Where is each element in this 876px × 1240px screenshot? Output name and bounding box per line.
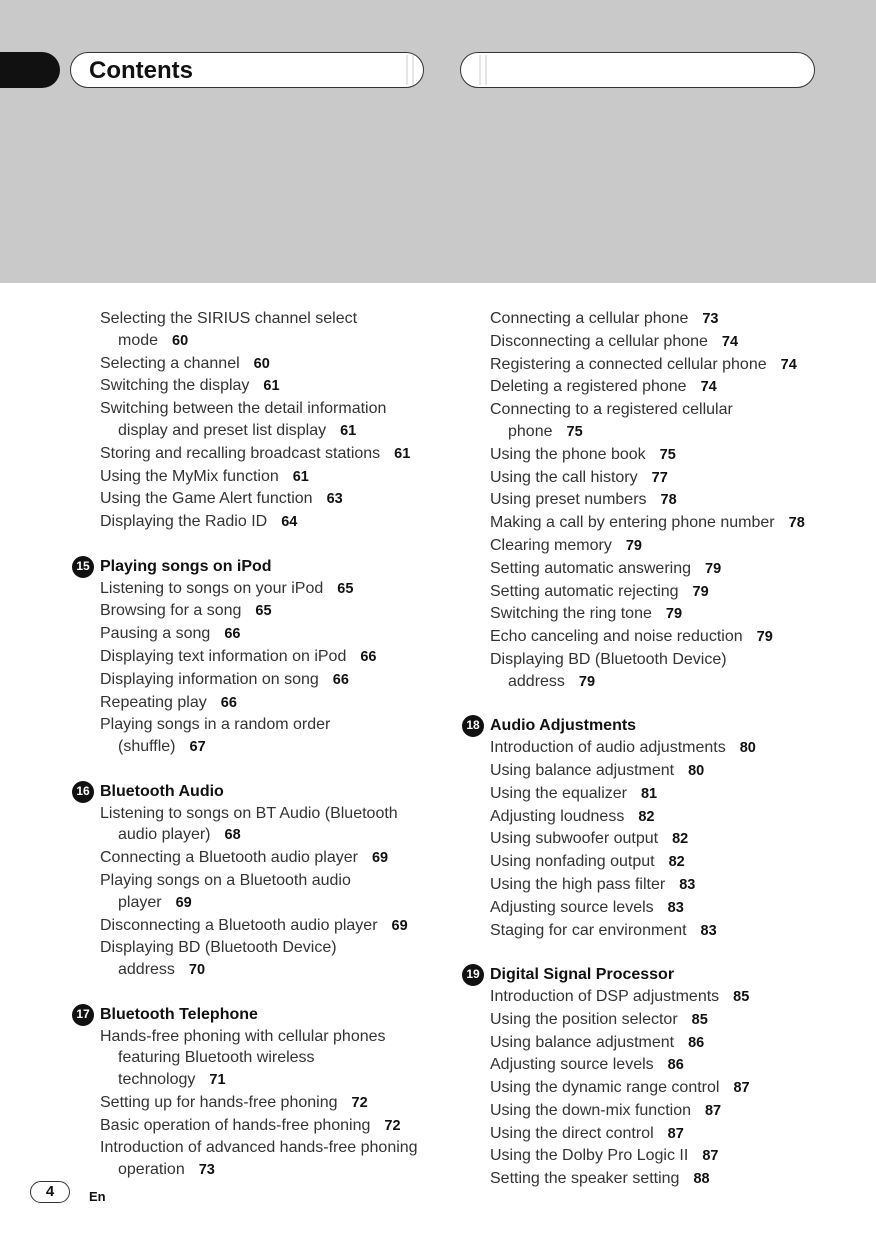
toc-entry-line — [490, 828, 832, 851]
toc-entry-text: Basic operation of hands-free phoning — [100, 1116, 371, 1134]
toc-page-number: 83 — [679, 876, 696, 893]
section-heading — [462, 964, 832, 986]
toc-page-number: 74 — [700, 379, 717, 396]
toc-entry-text: Displaying information on song — [100, 670, 319, 688]
toc-entry[interactable] — [462, 851, 832, 874]
toc-entry-text: Using the equalizer — [490, 784, 627, 802]
language-label: En — [89, 1189, 106, 1204]
toc-entry-line — [100, 420, 442, 443]
toc-entry[interactable] — [72, 1092, 442, 1115]
toc-left-column — [72, 308, 442, 1204]
toc-entry-text: Using balance adjustment — [490, 761, 675, 779]
toc-entry-text: Switching the ring tone — [490, 605, 652, 623]
toc-entry[interactable] — [72, 1137, 442, 1182]
toc-entry-text: Using the dynamic range control — [490, 1079, 720, 1097]
toc-entry-line — [100, 892, 442, 915]
toc-entry-text: Switching between the detail information — [100, 400, 387, 418]
toc-entry-text: Using the Game Alert function — [100, 490, 313, 508]
toc-entry-text: player — [118, 893, 162, 911]
toc-entry[interactable] — [462, 308, 832, 331]
toc-entry-line — [100, 511, 442, 534]
toc-entry[interactable] — [462, 1077, 832, 1100]
toc-page-number: 74 — [721, 333, 739, 350]
toc-page-number: 88 — [693, 1171, 710, 1188]
toc-entry[interactable] — [72, 847, 442, 870]
toc-entry-line — [490, 558, 832, 581]
toc-entry-text: Using the direct control — [490, 1124, 654, 1142]
toc-entry-line — [490, 1032, 832, 1055]
toc-page-number: 69 — [371, 850, 389, 867]
toc-entry-text: Echo canceling and noise reduction — [490, 628, 743, 646]
toc-page-number: 67 — [189, 739, 206, 756]
toc-page-number: 74 — [780, 356, 797, 373]
toc-page-number: 61 — [263, 378, 280, 395]
toc-page-number: 80 — [688, 762, 705, 779]
toc-entry-text: Displaying BD (Bluetooth Device) — [100, 939, 337, 957]
toc-entry-line — [100, 443, 442, 466]
toc-entry-line — [100, 1026, 442, 1048]
toc-entry-text: (shuffle) — [118, 738, 176, 756]
toc-page-number: 85 — [733, 988, 750, 1005]
toc-right-column — [462, 308, 832, 1213]
toc-page-number: 79 — [692, 583, 709, 600]
toc-entry-line — [490, 1077, 832, 1100]
section-title: Digital Signal Processor — [490, 966, 675, 984]
toc-entry-text: Displaying text information on iPod — [100, 647, 347, 665]
section-title: Audio Adjustments — [490, 717, 637, 735]
toc-page-number: 82 — [668, 854, 685, 871]
toc-entry-line — [490, 603, 832, 626]
section-number-badge: 15 — [72, 556, 94, 578]
toc-entry[interactable] — [72, 488, 442, 511]
toc-entry[interactable] — [72, 578, 442, 601]
toc-entry-line — [490, 535, 832, 558]
toc-entry-line — [100, 736, 442, 759]
toc-entry[interactable] — [72, 803, 442, 848]
toc-entry-text: Introduction of audio adjustments — [490, 739, 726, 757]
toc-entry[interactable] — [462, 489, 832, 512]
toc-entry-text: Using the Dolby Pro Logic II — [490, 1147, 689, 1165]
toc-entry-text: Setting the speaker setting — [490, 1170, 680, 1188]
toc-page-number: 66 — [332, 671, 349, 688]
toc-entry[interactable] — [462, 986, 832, 1009]
toc-entry-line — [490, 1123, 832, 1146]
toc-entry[interactable] — [72, 646, 442, 669]
toc-entry-line — [100, 692, 442, 715]
toc-entry[interactable] — [72, 623, 442, 646]
toc-entry[interactable] — [462, 1009, 832, 1032]
toc-entry-line — [490, 783, 832, 806]
header-band — [0, 0, 876, 283]
toc-entry-text: Deleting a registered phone — [490, 378, 687, 396]
toc-page-number: 83 — [667, 899, 684, 916]
toc-entry[interactable] — [72, 714, 442, 759]
toc-entry-line — [490, 737, 832, 760]
section-title: Bluetooth Telephone — [100, 1005, 258, 1023]
page-title: Contents — [89, 57, 193, 84]
toc-page-number: 73 — [702, 311, 719, 327]
toc-entry-line — [100, 646, 442, 669]
toc-entry[interactable] — [72, 308, 442, 353]
toc-section — [72, 556, 442, 759]
toc-page-number: 73 — [198, 1162, 215, 1179]
toc-entry[interactable] — [72, 870, 442, 915]
toc-entry-text: Playing songs in a random order — [100, 716, 331, 734]
toc-entry-text: Making a call by entering phone number — [490, 514, 775, 532]
toc-entry-text: Listening to songs on your iPod — [100, 579, 324, 597]
toc-page-number: 61 — [340, 422, 357, 439]
toc-page-number: 75 — [659, 446, 676, 463]
toc-entry-text: featuring Bluetooth wireless — [118, 1049, 315, 1067]
toc-page-number: 79 — [705, 560, 722, 577]
toc-entry-line — [100, 847, 442, 870]
toc-entry[interactable] — [72, 398, 442, 443]
toc-entry[interactable] — [72, 937, 442, 982]
toc-entry-line — [490, 512, 832, 535]
toc-entry-text: Adjusting source levels — [490, 898, 654, 916]
toc-entry-line — [490, 649, 832, 671]
toc-entry[interactable] — [72, 915, 442, 938]
toc-entry-text: Using balance adjustment — [490, 1033, 675, 1051]
toc-entry-text: Connecting a cellular phone — [490, 310, 689, 327]
toc-page-number: 66 — [220, 694, 237, 711]
toc-entry[interactable] — [72, 600, 442, 623]
toc-page-number: 75 — [566, 423, 583, 440]
toc-entry-line — [100, 937, 442, 959]
toc-entry[interactable] — [462, 649, 832, 694]
section-heading — [72, 781, 442, 803]
toc-page-number: 83 — [700, 922, 717, 939]
toc-entry-line — [490, 874, 832, 897]
toc-entry-line — [490, 1145, 832, 1168]
toc-page-number: 65 — [337, 580, 354, 597]
toc-entry-text: Connecting a Bluetooth audio player — [100, 849, 358, 867]
toc-entry-line — [490, 354, 832, 377]
toc-entry[interactable] — [462, 874, 832, 897]
toc-entry-text: Using the phone book — [490, 445, 646, 463]
toc-section — [462, 964, 832, 1191]
toc-entry-text: Listening to songs on BT Audio (Bluetooth — [100, 804, 398, 822]
toc-entry[interactable] — [462, 1123, 832, 1146]
toc-entry-text: Disconnecting a cellular phone — [490, 332, 708, 350]
toc-page-number: 79 — [625, 537, 642, 554]
toc-entry-line — [490, 1100, 832, 1123]
toc-entry-line — [490, 851, 832, 874]
toc-entry[interactable] — [462, 626, 832, 649]
toc-page-number: 66 — [360, 648, 377, 665]
toc-entry-line — [100, 1159, 442, 1182]
section-tab — [0, 52, 60, 88]
toc-entry[interactable] — [462, 558, 832, 581]
toc-entry[interactable] — [72, 443, 442, 466]
toc-page-number: 70 — [188, 962, 206, 979]
toc-page-number: 79 — [756, 629, 773, 646]
toc-entry-line — [490, 1168, 832, 1191]
toc-section — [72, 1004, 442, 1182]
toc-page-number: 86 — [667, 1057, 684, 1074]
toc-page-number: 78 — [788, 515, 805, 532]
toc-entry-text: Selecting a channel — [100, 354, 240, 372]
toc-entry[interactable] — [72, 1026, 442, 1092]
toc-entry-text: Using preset numbers — [490, 491, 647, 509]
toc-entry-text: Displaying BD (Bluetooth Device) — [490, 650, 727, 668]
toc-page-number: 69 — [175, 894, 192, 911]
toc-page-number: 61 — [292, 468, 309, 485]
toc-entry[interactable] — [462, 760, 832, 783]
toc-entry[interactable] — [462, 1032, 832, 1055]
toc-entry[interactable] — [462, 331, 832, 354]
toc-entry-line — [490, 1054, 832, 1077]
toc-entry-text: Setting automatic rejecting — [490, 582, 679, 600]
toc-entry-text: Using nonfading output — [490, 853, 655, 871]
toc-entry-text: Pausing a song — [100, 625, 211, 643]
toc-page-number: 71 — [209, 1072, 226, 1089]
toc-entry-line — [490, 444, 832, 467]
toc-entry-line — [100, 714, 442, 736]
toc-entry-line — [100, 600, 442, 623]
toc-entry-text: audio player) — [118, 826, 211, 844]
toc-entry[interactable] — [462, 783, 832, 806]
toc-section — [72, 781, 442, 982]
toc-page-number: 60 — [172, 332, 189, 349]
toc-entry-text: Using the call history — [490, 468, 638, 486]
toc-entry-line — [100, 870, 442, 892]
section-number-badge: 17 — [72, 1004, 94, 1026]
toc-entry[interactable] — [462, 535, 832, 558]
toc-entry-text: Playing songs on a Bluetooth audio — [100, 871, 351, 889]
toc-entry[interactable] — [462, 737, 832, 760]
toc-entry-text: Clearing memory — [490, 536, 612, 554]
toc-section — [462, 715, 832, 942]
toc-section — [462, 308, 832, 694]
toc-entry-text: mode — [118, 331, 159, 349]
toc-section — [72, 308, 442, 534]
toc-entry-line — [100, 466, 442, 489]
toc-page-number: 61 — [394, 445, 411, 462]
toc-page-number: 65 — [255, 603, 272, 620]
toc-entry-text: Hands-free phoning with cellular phones — [100, 1027, 386, 1045]
toc-entry[interactable] — [462, 828, 832, 851]
toc-entry-text: Disconnecting a Bluetooth audio player — [100, 916, 378, 934]
toc-entry-line — [490, 467, 832, 490]
toc-entry-line — [490, 986, 832, 1009]
toc-entry-line — [490, 806, 832, 829]
toc-entry-text: Adjusting source levels — [490, 1056, 654, 1074]
toc-entry-line — [100, 1047, 442, 1069]
toc-entry-line — [100, 623, 442, 646]
toc-entry-line — [100, 1069, 442, 1092]
toc-entry-line — [490, 308, 832, 331]
toc-entry[interactable] — [462, 399, 832, 444]
section-number-badge: 18 — [462, 715, 484, 737]
page-number: 4 — [30, 1181, 70, 1203]
section-number-badge: 19 — [462, 964, 484, 986]
toc-entry-line — [100, 1115, 442, 1138]
toc-entry-line — [100, 375, 442, 398]
toc-page-number: 87 — [667, 1125, 684, 1142]
toc-entry-line — [490, 421, 832, 444]
toc-page-number: 80 — [739, 740, 756, 757]
toc-page-number: 69 — [391, 917, 408, 934]
toc-entry-line — [100, 803, 442, 825]
toc-page-number: 87 — [704, 1102, 722, 1119]
toc-entry-text: Registering a connected cellular phone — [490, 355, 767, 373]
toc-entry[interactable] — [72, 669, 442, 692]
toc-entry-line — [100, 669, 442, 692]
toc-page-number: 86 — [688, 1034, 705, 1051]
toc-entry[interactable] — [462, 920, 832, 943]
toc-entry-text: Using subwoofer output — [490, 830, 659, 848]
section-title: Bluetooth Audio — [100, 782, 224, 800]
toc-page-number: 72 — [384, 1117, 401, 1134]
title-box — [70, 52, 424, 88]
toc-page-number: 77 — [651, 469, 668, 486]
toc-entry-text: Storing and recalling broadcast stations — [100, 444, 381, 462]
toc-entry-text: Repeating play — [100, 693, 207, 711]
section-title: Playing songs on iPod — [100, 557, 272, 575]
toc-page-number: 79 — [578, 673, 596, 690]
toc-page-number: 78 — [660, 492, 677, 509]
toc-entry-line — [100, 308, 442, 330]
toc-entry-line — [100, 330, 442, 353]
toc-entry-line — [100, 824, 442, 847]
toc-entry-line — [490, 1009, 832, 1032]
section-number-badge: 16 — [72, 781, 94, 803]
toc-entry[interactable] — [462, 1168, 832, 1191]
toc-entry[interactable] — [462, 806, 832, 829]
toc-entry[interactable] — [462, 1100, 832, 1123]
toc-page-number: 85 — [691, 1011, 708, 1028]
toc-entry[interactable] — [72, 375, 442, 398]
toc-entry-text: Staging for car environment — [490, 921, 687, 939]
toc-entry[interactable] — [462, 603, 832, 626]
toc-entry-line — [490, 760, 832, 783]
toc-entry-line — [100, 915, 442, 938]
toc-entry-line — [100, 353, 442, 376]
toc-entry-text: Displaying the Radio ID — [100, 513, 268, 531]
toc-entry[interactable] — [72, 692, 442, 715]
toc-page-number: 60 — [253, 355, 270, 372]
toc-entry-text: Using the high pass filter — [490, 875, 666, 893]
toc-page-number: 82 — [672, 831, 689, 848]
toc-entry-text: Introduction of advanced hands-free phoning — [100, 1139, 418, 1157]
toc-entry-line — [490, 331, 832, 354]
toc-entry[interactable] — [462, 581, 832, 604]
toc-entry-text: Browsing for a song — [100, 602, 242, 620]
toc-entry-text: Using the down-mix function — [490, 1101, 691, 1119]
toc-entry-text: phone — [508, 422, 553, 440]
toc-entry[interactable] — [462, 444, 832, 467]
toc-entry-text: Setting automatic answering — [490, 559, 691, 577]
toc-entry-text: Selecting the SIRIUS channel select — [100, 310, 358, 327]
toc-page-number: 66 — [224, 626, 241, 643]
toc-page-number: 68 — [224, 827, 241, 844]
toc-page-number: 87 — [733, 1080, 750, 1097]
toc-entry-line — [490, 897, 832, 920]
toc-entry[interactable] — [462, 354, 832, 377]
toc-entry-text: Adjusting loudness — [490, 807, 625, 825]
toc-entry-line — [490, 671, 832, 694]
section-heading — [72, 556, 442, 578]
toc-entry-text: Using the position selector — [490, 1010, 678, 1028]
toc-entry-line — [490, 489, 832, 512]
toc-entry-text: Switching the display — [100, 377, 250, 395]
toc-entry[interactable] — [462, 376, 832, 399]
toc-entry-text: Using the MyMix function — [100, 467, 279, 485]
toc-entry-text: technology — [118, 1071, 196, 1089]
toc-entry-text: display and preset list display — [118, 421, 327, 439]
toc-entry-line — [490, 376, 832, 399]
toc-page-number: 87 — [702, 1148, 719, 1165]
toc-entry-line — [100, 578, 442, 601]
toc-entry-line — [490, 581, 832, 604]
toc-entry-line — [100, 959, 442, 982]
toc-entry-text: Introduction of DSP adjustments — [490, 987, 720, 1005]
toc-entry-line — [100, 398, 442, 420]
toc-page-number: 63 — [326, 491, 343, 508]
toc-entry[interactable] — [72, 353, 442, 376]
toc-entry[interactable] — [462, 467, 832, 490]
toc-entry-line — [100, 1137, 442, 1159]
toc-page-number: 64 — [281, 514, 298, 531]
toc-entry-line — [100, 488, 442, 511]
toc-entry[interactable] — [462, 1054, 832, 1077]
toc-entry-text: operation — [118, 1161, 185, 1179]
section-heading — [462, 715, 832, 737]
toc-entry-text: address — [118, 961, 175, 979]
toc-page-number: 81 — [640, 785, 658, 802]
toc-entry[interactable] — [462, 897, 832, 920]
toc-entry-text: Connecting to a registered cellular — [490, 401, 733, 419]
toc-entry-line — [490, 399, 832, 421]
toc-entry-line — [490, 920, 832, 943]
toc-entry[interactable] — [72, 466, 442, 489]
toc-entry-text: address — [508, 672, 565, 690]
toc-entry[interactable] — [72, 511, 442, 534]
section-heading — [72, 1004, 442, 1026]
toc-entry-line — [100, 1092, 442, 1115]
toc-entry[interactable] — [462, 1145, 832, 1168]
toc-entry[interactable] — [72, 1115, 442, 1138]
toc-entry-text: Setting up for hands-free phoning — [100, 1093, 338, 1111]
toc-page-number: 79 — [665, 606, 683, 623]
blank-header-box — [460, 52, 815, 88]
toc-page-number: 82 — [638, 808, 655, 825]
toc-page-number: 72 — [351, 1094, 368, 1111]
toc-entry[interactable] — [462, 512, 832, 535]
toc-entry-line — [490, 626, 832, 649]
